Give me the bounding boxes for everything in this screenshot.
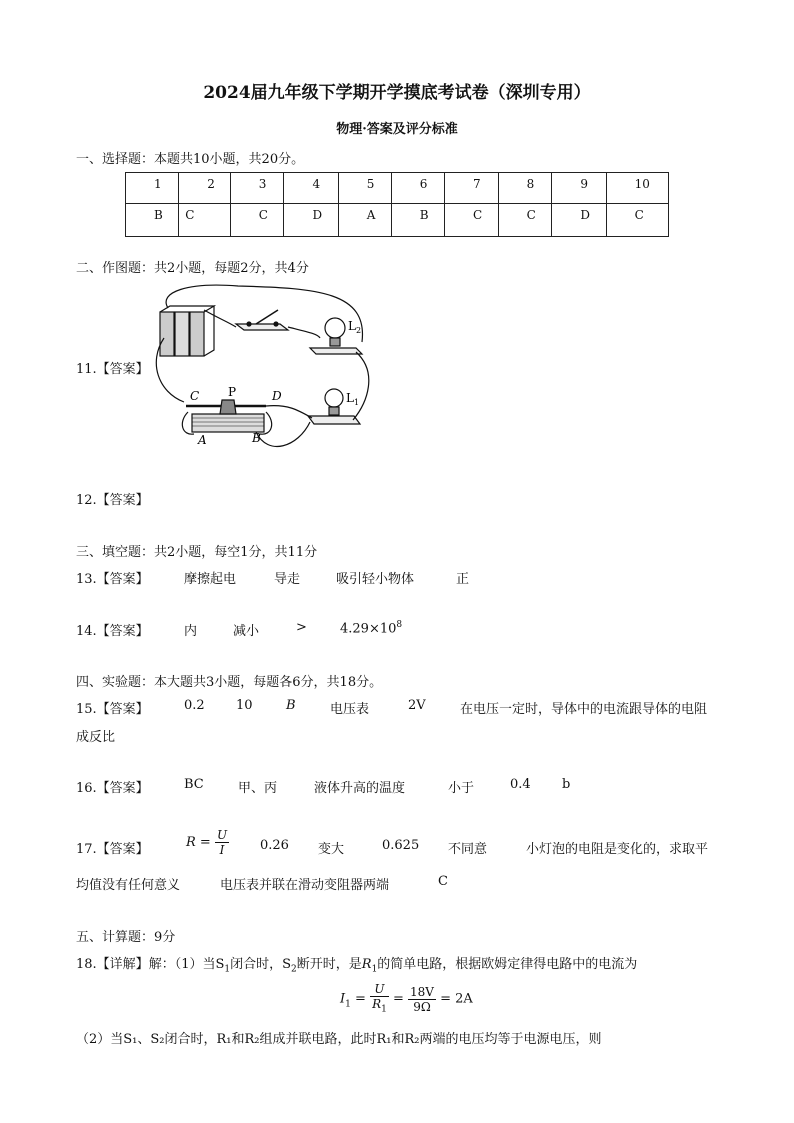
q13-label: 13.【答案】 (76, 572, 149, 587)
answer-cell: D (552, 204, 606, 237)
q16-answer-5: 0.4 (510, 777, 531, 792)
q17-continuation-2: 电压表并联在滑动变阻器两端 (220, 878, 390, 893)
qnum-cell: 7 (444, 173, 498, 204)
qnum-cell: 10 (606, 173, 668, 204)
qnum-cell: 5 (338, 173, 391, 204)
q18-equation: $I_1$ = $\frac{U}{R_1}$ = $\frac{18V}{9\Omega}$ = 2A (340, 982, 473, 1015)
q14-answer-3: > (296, 620, 307, 635)
battery-cell-icon (160, 312, 174, 356)
q14-answer-1: 内 (184, 624, 198, 639)
terminal-b-label: B (252, 431, 261, 445)
q16-answer-2: 甲、丙 (238, 781, 278, 796)
q13-answer-1: 摩擦起电 (184, 572, 237, 587)
q12-label: 12.【答案】 (76, 493, 149, 508)
q17-answer-4: 不同意 (448, 842, 488, 857)
q17-answer-1: 0.26 (260, 838, 289, 853)
q14-label: 14.【答案】 (76, 624, 149, 639)
q13-answer-3: 吸引轻小物体 (336, 572, 415, 587)
q14-answer-2: 减小 (233, 624, 260, 639)
q17-continuation-1: 均值没有任何意义 (76, 878, 181, 893)
section4-heading: 四、实验题：本大题共3小题，每题各6分，共18分。 (76, 675, 383, 690)
q17-answer-5: 小灯泡的电阻是变化的，求取平 (526, 842, 709, 857)
battery-cell-icon (175, 312, 189, 356)
answer-table (125, 172, 669, 237)
q17-continuation-3: C (438, 874, 448, 889)
page-subtitle: 物理·答案及评分标准 (336, 122, 458, 137)
qnum-cell: 4 (284, 173, 338, 204)
qnum-cell: 2 (179, 173, 231, 204)
section3-heading: 三、填空题：共2小题，每空1分，共11分 (76, 545, 318, 560)
q16-answer-1: BC (184, 777, 204, 792)
battery-cell-icon (190, 312, 204, 356)
circuit-diagram (148, 282, 378, 457)
answer-cell: A (338, 204, 391, 237)
q17-answer-2: 变大 (318, 842, 345, 857)
bulb-l1-base-icon (308, 416, 360, 424)
terminal-c-label: C (190, 389, 200, 403)
lamp-l1-label: $L_1$ (346, 391, 360, 407)
section1-heading: 一、选择题：本题共10小题，共20分。 (76, 152, 305, 167)
q17-answer-3: 0.625 (382, 838, 420, 853)
q13-answer-2: 导走 (274, 572, 301, 587)
answer-cell: C (230, 204, 284, 237)
q15-answer-1: 0.2 (184, 698, 205, 713)
bulb-l1-icon (325, 389, 343, 407)
q16-answer-6: b (562, 777, 571, 792)
q17-formula: R = $\frac{U}{I}$ (186, 828, 228, 857)
bulb-l2-icon (325, 318, 345, 338)
qnum-cell: 6 (391, 173, 444, 204)
q18-line1: 18.【详解】解：（1）当$S_1$闭合时，$S_2$断开时，是$R_1$的简单电路，根据欧姆定律得电路中的电流为 (76, 957, 638, 975)
q15-answer-5: 2V (408, 698, 426, 713)
section2-heading: 二、作图题：共2小题，每题2分，共4分 (76, 261, 309, 276)
bulb-l2-base-icon (310, 348, 362, 354)
switch-base-icon (236, 324, 288, 330)
q16-answer-4: 小于 (448, 781, 475, 796)
rheostat-coil-icon (192, 414, 264, 432)
q15-continuation: 成反比 (76, 730, 116, 745)
q15-label: 15.【答案】 (76, 702, 149, 717)
section5-heading: 五、计算题：9分 (76, 930, 176, 945)
q15-answer-4: 电压表 (330, 702, 370, 717)
lamp-l2-label: $L_2$ (348, 319, 362, 335)
answer-table-header-row (126, 173, 669, 204)
q14-answer-4: $4.29\times 10^8$ (340, 620, 403, 637)
answer-cell: D (284, 204, 338, 237)
q18-line2: （2）当S₁、S₂闭合时，R₁和R₂组成并联电路，此时R₁和R₂两端的电压均等于电源电压，则 (76, 1032, 602, 1047)
answer-cell: C (498, 204, 552, 237)
qnum-cell: 1 (126, 173, 179, 204)
answer-cell: C (179, 204, 231, 237)
q15-answer-3: B (286, 698, 296, 713)
qnum-cell: 3 (230, 173, 284, 204)
answer-cell: C (606, 204, 668, 237)
q16-answer-3: 液体升高的温度 (314, 781, 406, 796)
rheostat-slider-icon (220, 400, 236, 414)
q15-answer-2: 10 (236, 698, 253, 713)
answer-table-answer-row (126, 204, 669, 237)
answer-cell: B (391, 204, 444, 237)
qnum-cell: 9 (552, 173, 606, 204)
q15-answer-6: 在电压一定时，导体中的电流跟导体的电阻 (460, 702, 708, 717)
q17-label: 17.【答案】 (76, 842, 149, 857)
answer-cell: B (126, 204, 179, 237)
answer-cell: C (444, 204, 498, 237)
page-title: 2024届九年级下学期开学摸底考试卷（深圳专用） (203, 83, 591, 103)
qnum-cell: 8 (498, 173, 552, 204)
q13-answer-4: 正 (456, 572, 470, 587)
terminal-a-label: A (198, 433, 207, 447)
slider-p-label: P (228, 385, 237, 399)
q16-label: 16.【答案】 (76, 781, 149, 796)
terminal-d-label: D (272, 389, 282, 403)
q11-label: 11.【答案】 (76, 362, 149, 377)
